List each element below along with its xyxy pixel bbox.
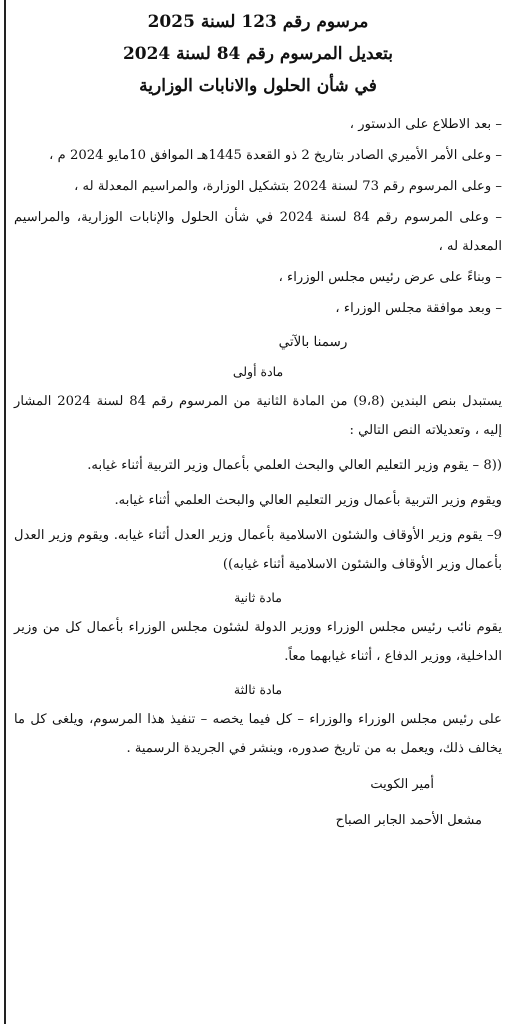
signature-name: مشعل الأحمد الجابر الصباح xyxy=(335,813,482,828)
signature-title: أمير الكويت xyxy=(370,777,434,792)
resolution-line: رسمنا بالآتي xyxy=(278,334,348,350)
article-1-item-8a: ((8 – يقوم وزير التعليم العالي والبحث العلمي بأعمال وزير التربية أثناء غيابه. xyxy=(87,458,502,473)
article-3 xyxy=(14,677,502,763)
decree-topic: في شأن الحلول والانابات الوزارية xyxy=(139,76,377,96)
article-2-text: يقوم نائب رئيس مجلس الوزراء ووزير الدولة لشئون مجلس الوزراء بأعمال كل من وزير الداخلية، ووزير الدفاع ، أثناء غيابهما معاً. xyxy=(14,620,502,664)
preamble-item: – وعلى المرسوم رقم 84 لسنة 2024 في شأن الحلول والإنابات الوزارية، والمراسيم المعدلة له ، xyxy=(14,210,503,254)
decree-title: مرسوم رقم 123 لسنة 2025 xyxy=(147,12,369,32)
preamble-item: – بعد الاطلاع على الدستور ، xyxy=(349,117,502,132)
preamble xyxy=(14,110,502,323)
article-1-item-9: 9– يقوم وزير الأوقاف والشئون الاسلامية بأعمال وزير العدل أثناء غيابه. ويقوم وزير العدل بأعمال وزير الأوقاف والشئون الاسلامية أثناء غيابه)) xyxy=(14,528,502,572)
article-2 xyxy=(14,585,502,671)
article-2-heading: مادة ثانية xyxy=(234,590,282,605)
article-3-text: على رئيس مجلس الوزراء والوزراء – كل فيما يخصه – تنفيذ هذا المرسوم، ويلغى كل ما يخالف ذلك، ويعمل به من تاريخ صدوره، وينشر في الجريدة الرسمية . xyxy=(14,712,502,756)
signature-block xyxy=(14,771,502,835)
article-1-heading: مادة أولى xyxy=(232,364,284,379)
preamble-item: – وبعد موافقة مجلس الوزراء ، xyxy=(335,301,502,316)
preamble-item: – وعلى المرسوم رقم 73 لسنة 2024 بتشكيل الوزارة، والمراسيم المعدلة له ، xyxy=(74,179,502,194)
article-1 xyxy=(14,359,502,579)
article-1-item-8b: ويقوم وزير التربية بأعمال وزير التعليم العالي والبحث العلمي أثناء غيابه. xyxy=(114,493,502,508)
preamble-item: – وبناءً على عرض رئيس مجلس الوزراء ، xyxy=(278,270,502,285)
preamble-item: – وعلى الأمر الأميري الصادر بتاريخ 2 ذو القعدة 1445هـ الموافق 10مايو 2024 م ، xyxy=(49,148,502,163)
article-3-heading: مادة ثالثة xyxy=(233,682,283,697)
article-1-intro: يستبدل بنص البندين (9،8) من المادة الثانية من المرسوم رقم 84 لسنة 2024 المشار إليه ، وتعديلاته النص التالي : xyxy=(14,394,503,438)
decree-subtitle: بتعديل المرسوم رقم 84 لسنة 2024 xyxy=(122,44,394,64)
